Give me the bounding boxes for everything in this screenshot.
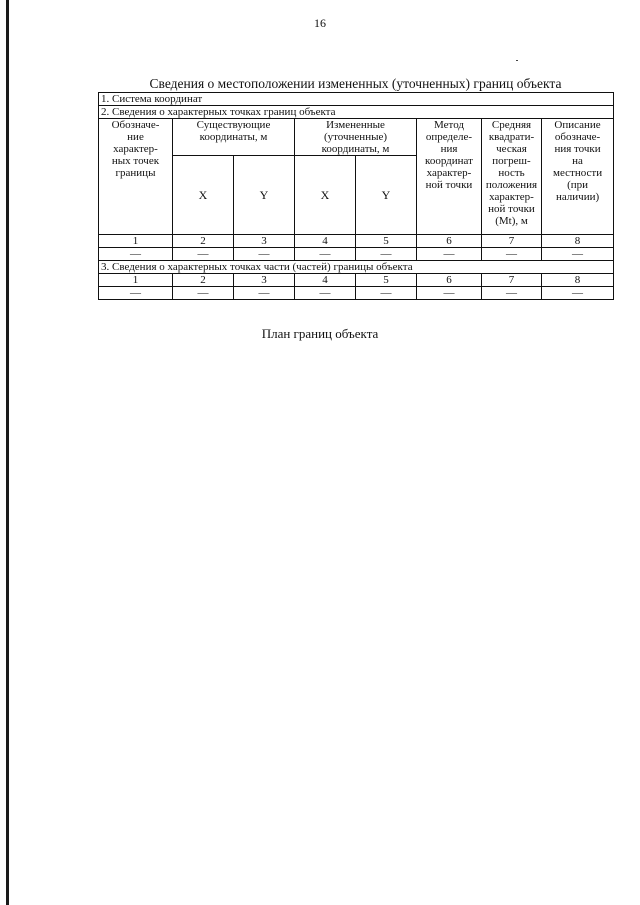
plan-title: План границ объекта [261, 326, 379, 341]
empty-cell-dash: — [234, 287, 295, 300]
column-number: 8 [542, 274, 614, 287]
empty-cell-dash: — [295, 287, 356, 300]
page-number: 16 [314, 16, 326, 30]
column-number-row [99, 235, 614, 248]
empty-cell-dash: — [482, 248, 542, 261]
dash-row [99, 287, 614, 300]
empty-cell-dash: — [356, 248, 417, 261]
axis-y-changed: Y [356, 156, 417, 235]
empty-cell-dash: — [417, 248, 482, 261]
header-method-text: Метод определе- ния координат характер- ной точки [425, 119, 473, 191]
document-title: Сведения о местоположении измененных (уточненных) границ объекта [149, 76, 562, 91]
section-boundary-points: 2. Сведения о характерных точках границ объекта [99, 106, 614, 119]
section-row-boundary-points [99, 106, 614, 119]
axis-y-existing: Y [234, 156, 295, 235]
empty-cell-dash: — [417, 287, 482, 300]
header-designation [99, 119, 173, 235]
section-row-coordinate-system [99, 93, 614, 106]
empty-cell-dash: — [542, 287, 614, 300]
empty-cell-dash: — [356, 287, 417, 300]
column-number: 3 [234, 235, 295, 248]
empty-cell-dash: — [295, 248, 356, 261]
header-changed-text: Измененные (уточненные) координаты, м [321, 119, 390, 155]
header-existing-text: Существующие координаты, м [196, 119, 271, 143]
section-row-part-boundary [99, 261, 614, 274]
column-number: 2 [173, 274, 234, 287]
axis-x-changed: X [295, 156, 356, 235]
column-number-row [99, 274, 614, 287]
section-coordinate-system: 1. Система координат [99, 93, 614, 106]
empty-cell-dash: — [173, 287, 234, 300]
column-number: 6 [417, 274, 482, 287]
header-error-text: Средняя квадрати- ческая погреш- ность положения характер- ной точки (Mt), м [485, 119, 538, 227]
scan-edge-bar [6, 0, 9, 905]
empty-cell-dash: — [173, 248, 234, 261]
header-row [99, 119, 614, 156]
empty-cell-dash: — [482, 287, 542, 300]
empty-cell-dash: — [542, 248, 614, 261]
column-number: 5 [356, 235, 417, 248]
empty-cell-dash: — [99, 248, 173, 261]
header-designation-text: Обозначе- ние характер- ных точек границы [111, 119, 160, 179]
column-number: 4 [295, 235, 356, 248]
section-part-boundary: 3. Сведения о характерных точках части (частей) границы объекта [99, 261, 614, 274]
empty-cell-dash: — [99, 287, 173, 300]
column-number: 3 [234, 274, 295, 287]
column-number: 5 [356, 274, 417, 287]
header-description-text: Описание обозначе- ния точки на местности (при наличии) [553, 119, 603, 203]
axis-x-existing: X [173, 156, 234, 235]
header-changed-coordinates [295, 119, 417, 156]
column-number: 7 [482, 274, 542, 287]
scan-speck [516, 60, 518, 61]
column-number: 6 [417, 235, 482, 248]
column-number: 7 [482, 235, 542, 248]
column-number: 2 [173, 235, 234, 248]
column-number: 8 [542, 235, 614, 248]
header-existing-coordinates [173, 119, 295, 156]
header-description [542, 119, 614, 235]
column-number: 4 [295, 274, 356, 287]
header-error [482, 119, 542, 235]
boundary-points-table [98, 92, 614, 300]
empty-cell-dash: — [234, 248, 295, 261]
column-number: 1 [99, 235, 173, 248]
dash-row [99, 248, 614, 261]
header-method [417, 119, 482, 235]
column-number: 1 [99, 274, 173, 287]
